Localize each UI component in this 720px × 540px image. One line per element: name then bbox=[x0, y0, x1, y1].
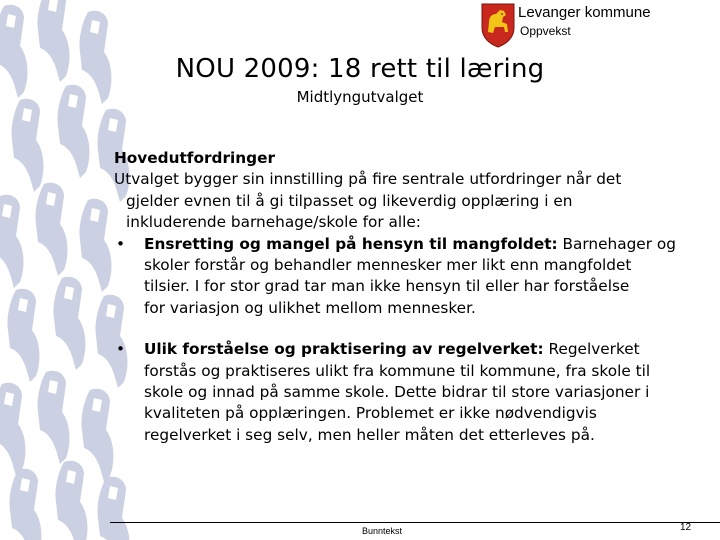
levanger-coat-of-arms-logo bbox=[480, 2, 516, 48]
intro-line: gjelder evnen til å gi tilpasset og likeverdig opplæring i en bbox=[126, 191, 573, 210]
organization-name: Levanger kommune bbox=[518, 4, 651, 21]
bullet-lead: Ensretting og mangel på hensyn til mangfoldet: bbox=[144, 234, 558, 253]
bullet-text: kvaliteten på opplæringen. Problemet er ikke nødvendigvis bbox=[144, 404, 597, 423]
bullet-point: • bbox=[116, 234, 126, 253]
bullet-item bbox=[114, 339, 714, 446]
bullet-text: Regelverket bbox=[543, 340, 640, 359]
bullet-text: for variasjon og ulikhet mellom mennesker. bbox=[144, 298, 476, 317]
slide-subtitle: Midtlyngutvalget bbox=[296, 88, 424, 106]
page-number: 12 bbox=[680, 522, 692, 533]
slide-title: NOU 2009: 18 rett til læring bbox=[175, 54, 545, 84]
bullet-text: skoler forstår og behandler mennesker mer likt enn mangfoldet bbox=[144, 256, 632, 275]
section-heading: Hovedutfordringer bbox=[114, 149, 276, 167]
bullet-text: regelverket i seg selv, men heller måten det etterleves på. bbox=[144, 425, 595, 444]
bullet-point: • bbox=[116, 340, 126, 359]
bullet-text: Barnehager og bbox=[557, 234, 676, 253]
bullet-lead: Ulik forståelse og praktisering av regelverket: bbox=[144, 340, 544, 359]
bullet-text: tilsier. I for stor grad tar man ikke hensyn til eller har forståelse bbox=[144, 277, 630, 296]
footer-divider bbox=[110, 522, 720, 523]
bullet-item bbox=[114, 234, 714, 320]
bullet-text: forstås og praktiseres ulikt fra kommune til kommune, fra skole til bbox=[144, 361, 651, 380]
footer-text: Bunntekst bbox=[362, 526, 403, 536]
organization-department: Oppvekst bbox=[520, 24, 571, 38]
bullet-text: skole og innad på samme skole. Dette bidrar til store variasjoner i bbox=[144, 383, 650, 402]
intro-line: Utvalget bygger sin innstilling på fire sentrale utfordringer når det bbox=[114, 170, 622, 189]
slide-body bbox=[114, 148, 714, 446]
intro-line: inkluderende barnehage/skole for alle: bbox=[126, 213, 421, 232]
